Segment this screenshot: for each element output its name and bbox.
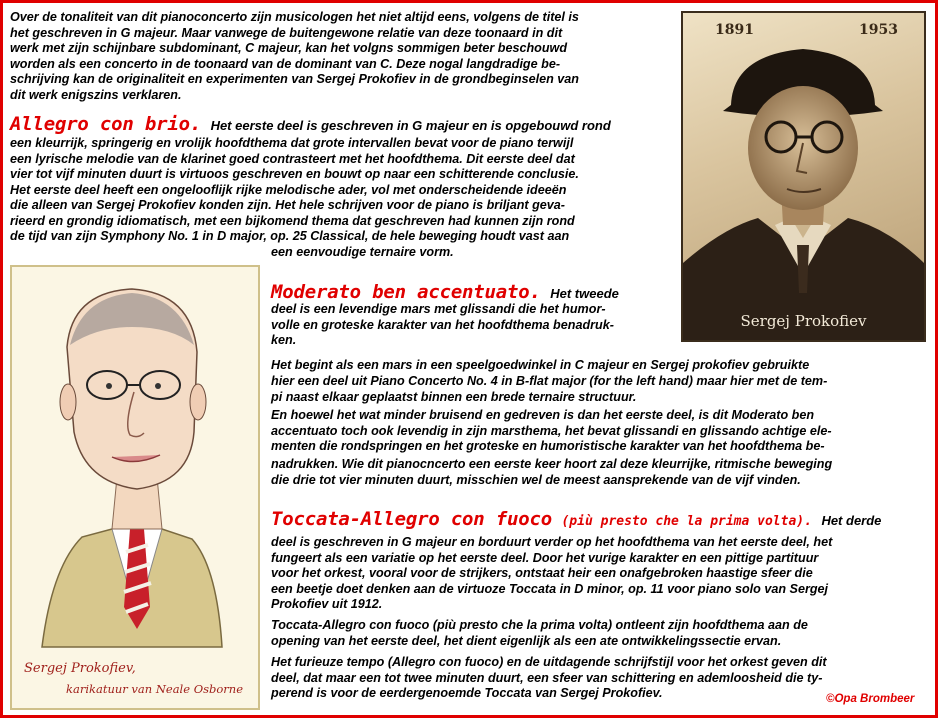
- section3-line: fungeert als een variatie op het eerste deel. Door het vurige karakter en een pittige partituur: [271, 550, 819, 565]
- section1-line: een eenvoudige ternaire vorm.: [271, 244, 454, 259]
- section2-line: hier een deel uit Piano Concerto No. 4 in B-flat major (for the left hand) maar hier met de tem-: [271, 374, 828, 388]
- section1-line: een kleurrijk, springerig en vrolijk hoofdthema dat grote intervallen bevat voor de piano terwijl: [10, 136, 574, 150]
- section1-line: vier tot vijf minuten duurt is virtuoos geschreven en bouwt op naar een schitterende conclusie.: [10, 167, 579, 181]
- section3-heading: Toccata-Allegro con fuoco: [271, 508, 552, 530]
- section3-lead: Het derde: [821, 513, 882, 528]
- section2-lead: Het tweede: [550, 286, 619, 301]
- section1-line: een lyrische melodie van de klarinet goed contrasteert met het hoofdthema. Dit eerste deel dat: [10, 151, 575, 166]
- section3-line: Prokofiev uit 1912.: [271, 597, 383, 611]
- section2-line: accentuato toch ook levendig in zijn marsthema, het bevat glissandi en glissando achtige ele-: [271, 423, 832, 438]
- intro-line: worden als een concerto in de toonaard van de dominant van C. Deze nogal langdradige be-: [10, 56, 561, 71]
- intro-line: dit werk enigszins verklaren.: [10, 87, 182, 102]
- section3-heading-line: [271, 508, 881, 533]
- section1-line: rieerd en grondig idiomatisch, met een bijkomend thema dat geschreven had kunnen zijn rond: [10, 213, 575, 228]
- portrait-illustration: [683, 13, 924, 340]
- intro-line: het geschreven in G majeur. Maar vanwege de buitengewone relatie van deze toonaard in dit: [10, 25, 563, 40]
- section2-line: volle en groteske karakter van het hoofdthema benadruk-: [271, 317, 614, 332]
- caricature-caption-line2: karikatuur van Neale Osborne: [66, 682, 244, 696]
- section2-heading: Moderato ben accentuato.: [271, 281, 541, 303]
- section3-line: opening van het eerste deel, het dient eigenlijk als een ate ontwikkelingssectie ervan.: [271, 633, 782, 648]
- death-year: 1953: [859, 22, 898, 38]
- section2-line: En hoewel het wat minder bruisend en gedreven is dan het eerste deel, is dit Moderato ben: [271, 408, 815, 422]
- caricature-caption-line1: Sergej Prokofiev,: [24, 661, 136, 676]
- caricature-image: [10, 265, 260, 710]
- intro-line: werk met zijn schijnbare subdominant, C majeur, kan het volgns sommigen beter beschouwd: [10, 41, 568, 55]
- section1-heading: Allegro con brio.: [10, 113, 202, 135]
- section1-heading-line: [10, 113, 611, 137]
- portrait-photo: [681, 11, 926, 342]
- section1-line: de tijd van zijn Symphony No. 1 in D major, op. 25 Classical, de hele beweging houdt vast aan: [10, 229, 570, 243]
- section2-line: menten die rondspringen en het groteske en humoristische karakter van het hoofdthema be-: [271, 439, 825, 453]
- copyright-notice: ©Opa Brombeer: [826, 693, 915, 705]
- birth-year: 1891: [715, 22, 754, 38]
- intro-line: schrijving kan de originaliteit en experimenten van Sergej Prokofiev in de grondbeginselen van: [10, 72, 579, 86]
- section3-line: Het furieuze tempo (Allegro con fuoco) en de uitdagende schrijfstijl voor het orkest geven dit: [271, 655, 827, 669]
- section2-line: die drie tot vier minuten duurt, misschien wel de meest aansprekende van de vijf vinden.: [271, 472, 801, 487]
- section1-line: Het eerste deel heeft een ongelooflijk rijke melodische ader, vol met onderscheidende ideeën: [10, 182, 567, 197]
- section3-line: deel is geschreven in G majeur en borduurt verder op het hoofdthema van het eerste deel, het: [271, 535, 833, 549]
- section2-line: deel is een levendige mars met glissandi die het humor-: [271, 302, 606, 316]
- section3-line: voor het orkest, vooral voor de strijkers, ontstaat heir een onafgebroken haastige sfeer die: [271, 566, 813, 580]
- section3-line: deel, dat maar een tot twee minuten duurt, een sfeer van schittering en ademloosheid die ty-: [271, 670, 823, 685]
- section3-subheading: (più presto che la prima volta).: [561, 514, 812, 529]
- section2-line: ken.: [271, 333, 297, 347]
- caricature-illustration: [12, 267, 258, 708]
- portrait-caption: Sergej Prokofiev: [740, 312, 867, 330]
- section2-line: nadrukken. Wie dit pianocncerto een eerste keer hoort zal deze kleurrijke, ritmische beweging: [271, 457, 833, 471]
- section3-line: perend is voor de eerdergenoemde Toccata van Sergej Prokofiev.: [271, 686, 663, 700]
- section1-lead: Het eerste deel is geschreven in G majeur en is opgebouwd rond: [210, 118, 611, 133]
- section2-line: pi naast elkaar geplaatst binnen een brede ternaire structuur.: [271, 390, 637, 404]
- section1-line: die alleen van Sergej Prokofiev konden zijn. Het hele schrijven voor de piano is briljant geva-: [10, 198, 565, 212]
- section3-line: Toccata-Allegro con fuoco (più presto che la prima volta) ontleent zijn hoofdthema aan de: [271, 618, 808, 632]
- intro-line: Over de tonaliteit van dit pianoconcerto zijn musicologen het niet altijd eens, volgens de titel is: [10, 10, 579, 24]
- section3-line: een beetje doet denken aan de virtuoze Toccata in D minor, op. 11 voor piano solo van Sergej: [271, 581, 829, 596]
- section2-line: Het begint als een mars in een speelgoedwinkel in C majeur en Sergej prokofiev gebruikte: [271, 358, 810, 372]
